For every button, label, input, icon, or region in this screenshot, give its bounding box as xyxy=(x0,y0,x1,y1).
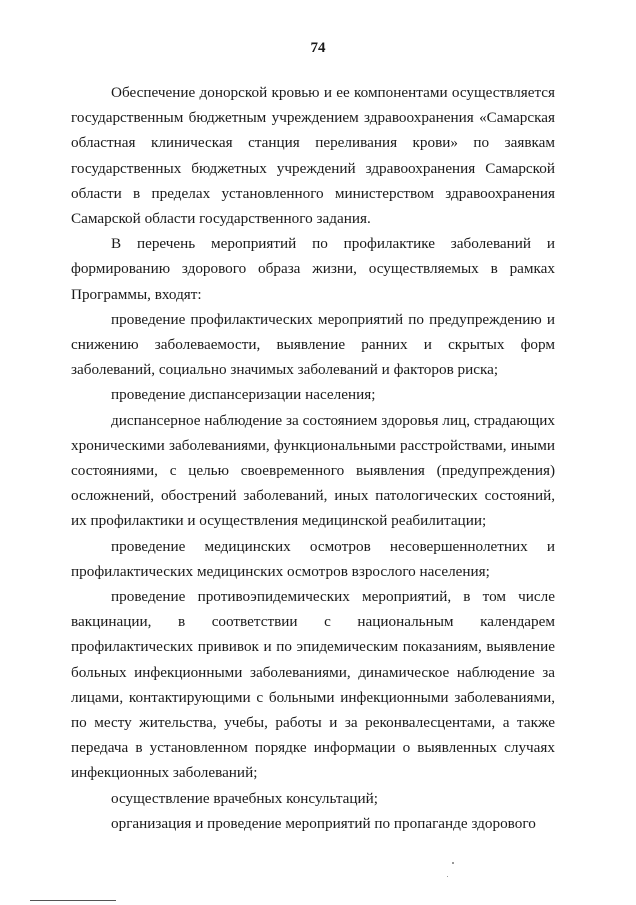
scan-speck xyxy=(452,862,454,864)
list-item-anti-epidemic-measures: проведение противоэпидемических мероприятий, в том числе вакцинации, в соответствии с национальным календарем профилактических прививок и по эпидемическим показаниям, выявление больных инфекционными заболеваниями, динамическое наблюдение за лицами, контактирующими с больными инфекционными заболеваниями, по месту жительства, учебы, работы и за реконвалесцентами, а также передача в установленном порядке информации о выявленных случаях инфекционных заболеваний; xyxy=(71,588,555,782)
list-item-dispensary-observation: диспансерное наблюдение за состоянием здоровья лиц, страдающих хроническими заболеваниями, функциональными расстройствами, иными состояниями, с целью своевременного выявления (предупреждения) осложнений, обострений заболеваний, иных патологических состояний, их профилактики и осуществления медицинской реабилитации; xyxy=(71,411,555,530)
list-item-consultations: осуществление врачебных консультаций; xyxy=(111,789,378,807)
list-item-dispensarization: проведение диспансеризации населения; xyxy=(111,386,376,404)
list-item-preventive-measures: проведение профилактических мероприятий по предупреждению и снижению заболеваемости, выявление ранних и скрытых форм заболеваний, социально значимых заболеваний и факторов риска; xyxy=(71,310,555,379)
footer-rule xyxy=(30,900,116,901)
list-item-healthy-lifestyle-promotion: организация и проведение мероприятий по пропаганде здорового xyxy=(111,814,536,832)
document-body xyxy=(71,80,555,836)
paragraph-prevention-list-intro: В перечень мероприятий по профилактике заболеваний и формированию здорового образа жизни, осуществляемых в рамках Программы, входят: xyxy=(71,235,555,303)
paragraph-blood-supply: Обеспечение донорской кровью и ее компонентами осуществляется государственным бюджетным учреждением здравоохранения «Самарская областная клиническая станция переливания крови» по заявкам государственных бюджетных учреждений здравоохранения Самарской области в пределах установленного министерством здравоохранения Самарской области государственного задания. xyxy=(71,84,555,228)
page-number: 74 xyxy=(310,40,326,56)
list-item-medical-examinations: проведение медицинских осмотров несовершеннолетних и профилактических медицинских осмотров взрослого населения; xyxy=(71,537,555,580)
scan-speck xyxy=(447,876,448,877)
